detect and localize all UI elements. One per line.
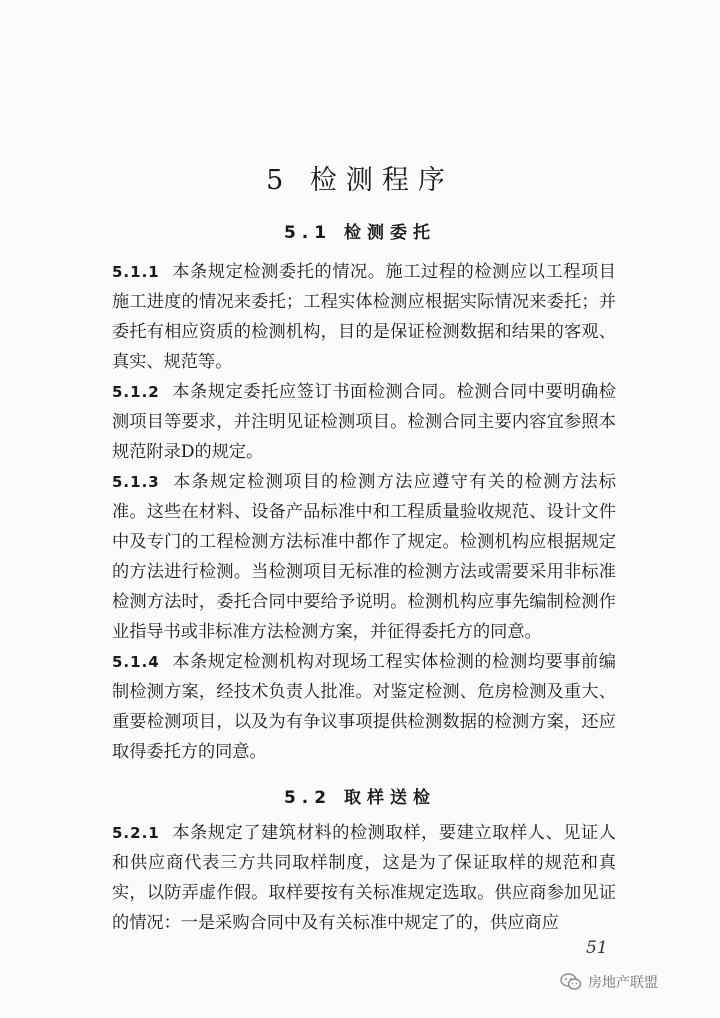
clause-number: 5.1.4 xyxy=(112,653,160,671)
clause-text: 本条规定检测项目的检测方法应遵守有关的检测方法标准。这些在材料、设备产品标准中和工程质量验收规范、设计文件中及专门的工程检测方法标准中都作了规定。检测机构应根据规定的方法进行检测。当检测项目无标准的检测方法或需要采用非标准检测方法时，委托合同中要给予说明。检测机构应事先编制检测作业指导书或非标准方法检测方案，并征得委托方的同意。 xyxy=(112,472,616,642)
clause xyxy=(112,377,616,467)
clause xyxy=(112,257,616,377)
clause xyxy=(112,647,616,767)
wechat-icon xyxy=(560,973,582,991)
section-title: 5.1 检测委托 xyxy=(283,223,437,243)
section-body xyxy=(112,257,616,767)
clause-number: 5.1.2 xyxy=(112,383,160,401)
clause xyxy=(112,467,616,647)
clause xyxy=(112,818,616,938)
watermark-text: 房地产联盟 xyxy=(588,975,658,991)
watermark xyxy=(560,972,658,992)
section-body xyxy=(112,818,616,938)
clause-number: 5.1.1 xyxy=(112,263,160,281)
clause-text: 本条规定检测委托的情况。施工过程的检测应以工程项目施工进度的情况来委托；工程实体检测应根据实际情况来委托；并委托有相应资质的检测机构，目的是保证检测数据和结果的客观、真实、规范等。 xyxy=(112,262,616,372)
chapter-title: 5 检测程序 xyxy=(266,165,454,196)
clause-text: 本条规定委托应签订书面检测合同。检测合同中要明确检测项目等要求，并注明见证检测项目。检测合同主要内容宜参照本规范附录D的规定。 xyxy=(112,382,616,462)
clause-number: 5.2.1 xyxy=(112,824,160,842)
section-title: 5.2 取样送检 xyxy=(283,788,437,808)
clause-text: 本条规定了建筑材料的检测取样，要建立取样人、见证人和供应商代表三方共同取样制度，这是为了保证取样的规范和真实，以防弄虚作假。取样要按有关标准规定选取。供应商参加见证的情况：一是采购合同中及有关标准中规定了的，供应商应 xyxy=(112,823,616,933)
page-number: 51 xyxy=(586,938,608,958)
clause-number: 5.1.3 xyxy=(112,473,160,491)
clause-text: 本条规定检测机构对现场工程实体检测的检测均要事前编制检测方案，经技术负责人批准。对鉴定检测、危房检测及重大、重要检测项目，以及为有争议事项提供检测数据的检测方案，还应取得委托方的同意。 xyxy=(112,652,616,762)
